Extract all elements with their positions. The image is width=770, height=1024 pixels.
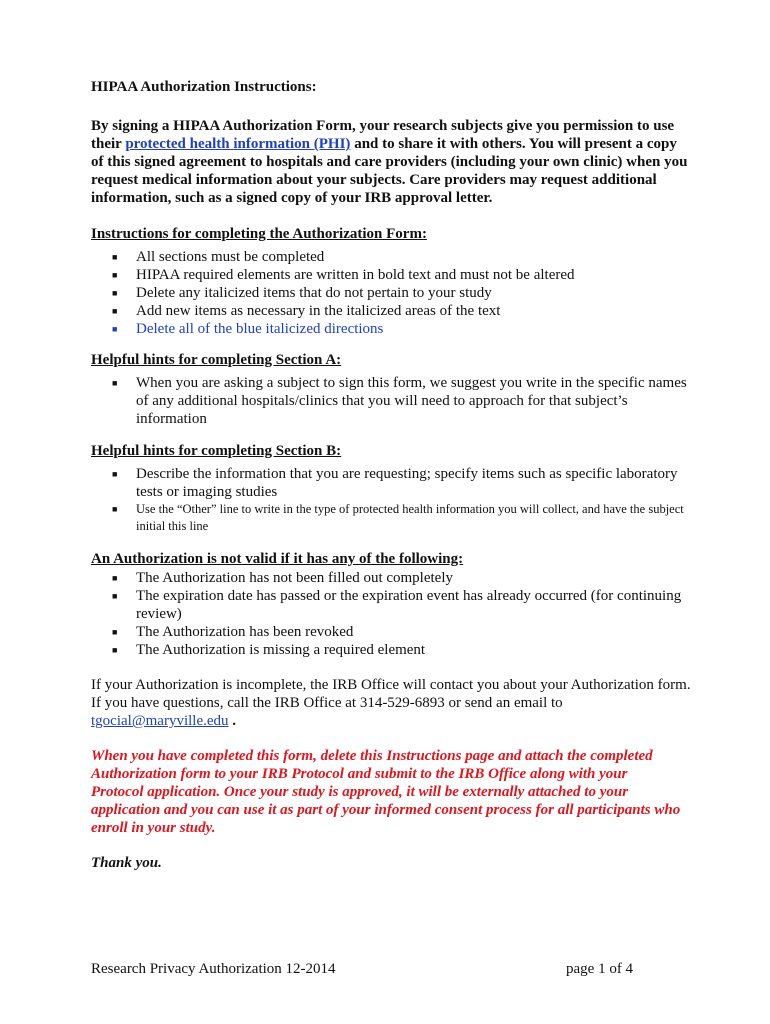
section-a-list — [91, 374, 691, 428]
bullet-icon: ■ — [112, 324, 118, 334]
footer-document-title: Research Privacy Authorization 12-2014 — [91, 961, 336, 977]
list-item: ■ The Authorization has not been filled out completely — [112, 570, 453, 586]
list-item: ■ When you are asking a subject to sign this form, we suggest you write in the specific names of any additional hospitals/clinics that you will need to approach for that subject’s information — [112, 375, 687, 427]
bullet-icon: ■ — [112, 288, 118, 298]
list-item: ■ Delete any italicized items that do not pertain to your study — [112, 285, 492, 301]
footer-page-number: page 1 of 4 — [566, 961, 634, 977]
bullet-icon: ■ — [112, 378, 118, 388]
intro-text-end: and to share it with others. You will present a copy of this signed agreement to hospitals and care providers (including your own clinic) when you request medical information about your subjects. Care providers may request additional information, such as a signed copy of your IRB approval letter. — [91, 136, 688, 206]
bullet-icon: ■ — [112, 591, 118, 601]
invalid-heading: An Authorization is not valid if it has any of the following: — [91, 551, 464, 567]
instructions-heading: Instructions for completing the Authorization Form: — [91, 226, 427, 242]
bullet-icon: ■ — [112, 504, 118, 514]
list-item: ■ HIPAA required elements are written in bold text and must not be altered — [112, 267, 575, 283]
phi-link[interactable]: protected health information (PHI) — [125, 136, 351, 152]
email-link[interactable]: tgocial@maryville.edu — [91, 713, 229, 729]
section-b-list — [91, 465, 691, 535]
contact-text: If your Authorization is incomplete, the IRB Office will contact you about your Authorization form. If you have questions, call the IRB Office at 314-529-6893 or send an email to — [91, 677, 691, 711]
thank-you-text: Thank you. — [91, 855, 162, 871]
page-title: HIPAA Authorization Instructions: — [91, 79, 317, 95]
list-item: ■ All sections must be completed — [112, 249, 325, 265]
bullet-icon: ■ — [112, 306, 118, 316]
bullet-icon: ■ — [112, 573, 118, 583]
completion-note: When you have completed this form, delete this Instructions page and attach the completed Authorization form to your IRB Protocol and submit to the IRB Office along with your Protocol application. Once your study is approved, it will be externally attached to your application and you can use it as part of your informed consent process for all participants who enroll in your study. — [91, 748, 681, 836]
section-b-heading: Helpful hints for completing Section B: — [91, 443, 342, 459]
list-item: ■ The Authorization is missing a required element — [112, 642, 426, 658]
list-item: ■ The expiration date has passed or the expiration event has already occurred (for continuing review) — [112, 588, 682, 622]
bullet-icon: ■ — [112, 252, 118, 262]
contact-trailing: . — [228, 713, 237, 729]
contact-paragraph — [91, 676, 691, 730]
list-item-small: ■ Use the “Other” line to write in the type of protected health information you will collect, and have the subject initial this line — [112, 502, 684, 533]
intro-text-start: By signing a HIPAA Authorization Form, your research subjects give you permission to use their — [91, 118, 675, 152]
list-item-blue: ■ Delete all of the blue italicized directions — [112, 321, 384, 337]
bullet-icon: ■ — [112, 270, 118, 280]
bullet-icon: ■ — [112, 627, 118, 637]
bullet-icon: ■ — [112, 645, 118, 655]
list-item: ■ Add new items as necessary in the italicized areas of the text — [112, 303, 501, 319]
list-item: ■ Describe the information that you are requesting; specify items such as specific laboratory tests or imaging studies — [112, 466, 678, 500]
intro-paragraph — [91, 117, 691, 207]
section-a-heading: Helpful hints for completing Section A: — [91, 352, 342, 368]
invalid-list — [91, 569, 691, 659]
bullet-icon: ■ — [112, 469, 118, 479]
instructions-list — [91, 248, 691, 338]
list-item: ■ The Authorization has been revoked — [112, 624, 354, 640]
